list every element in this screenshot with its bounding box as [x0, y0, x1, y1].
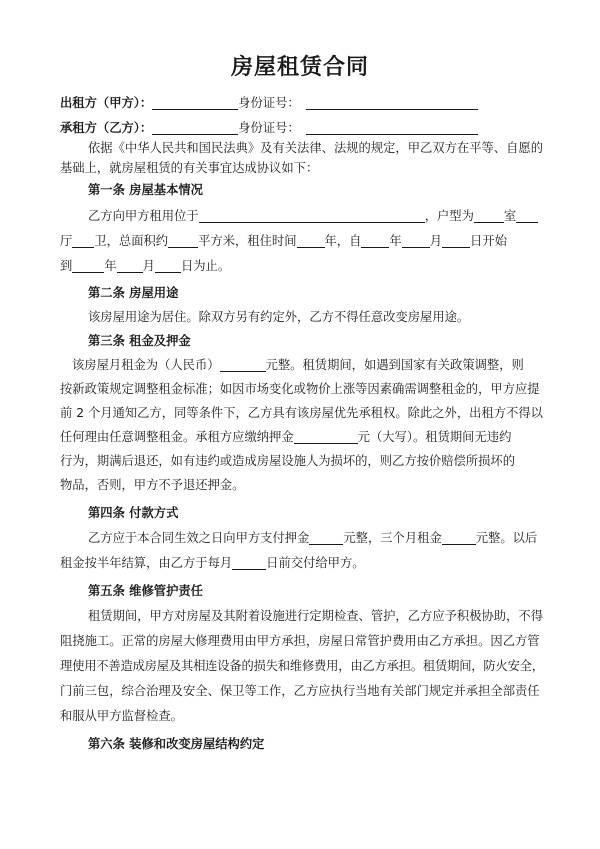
end-month-blank[interactable]: [117, 259, 143, 273]
deposit-blank[interactable]: [294, 430, 358, 444]
article-4-heading: 第四条 付款方式: [88, 506, 179, 520]
article-3-heading: 第三条 租金及押金: [88, 334, 191, 348]
article-4-line: 乙方应于本合同生效之日向甲方支付押金 元整，三个月租金 元整。以后: [88, 531, 538, 545]
preamble-line: 基础上，就房屋租赁的有关事宜达成协议如下：: [60, 161, 319, 175]
lessor-id-label: 身份证号：: [238, 96, 300, 110]
rooms-blank[interactable]: [474, 209, 504, 223]
article-3-line: 前 2 个月通知乙方，同等条件下，乙方具有该房屋优先承租权。除此之外，出租方不得以: [60, 406, 543, 420]
initial-deposit-blank[interactable]: [309, 531, 343, 545]
article-3-line: 行为，期满后退还，如有违约或造成房屋设施人为损坏的，则乙方按价赔偿所损坏的: [60, 454, 515, 468]
monthly-rent-blank[interactable]: [220, 358, 266, 372]
article-2-text: 该房屋用途为居住。除双方另有约定外，乙方不得任意改变房屋用途。: [88, 310, 470, 324]
halls-blank[interactable]: [516, 209, 538, 223]
quarter-rent-blank[interactable]: [442, 531, 476, 545]
article-1-line: 乙方向甲方租用位于 ，户型为 室: [88, 208, 538, 224]
article-5-line: 门前三包，综合治理及安全、保卫等工作，乙方应执行当地有关部门规定并承担全部责任: [60, 684, 540, 698]
article-3-line: 按新政策规定调整租金标准；如因市场变化或物价上涨等因素确需调整租金的，甲方应提: [60, 382, 540, 396]
area-blank[interactable]: [168, 234, 198, 248]
article-4-line: 租金按半年结算，由乙方于每月 日前交付给甲方。: [60, 556, 365, 570]
article-5-heading: 第五条 维修管护责任: [88, 584, 203, 598]
start-year-blank[interactable]: [361, 234, 389, 248]
start-month-blank[interactable]: [402, 234, 430, 248]
lessee-name-blank[interactable]: [152, 121, 238, 135]
article-5-line: 和服从甲方监督检查。: [60, 709, 183, 723]
end-day-blank[interactable]: [155, 259, 181, 273]
lessor-label: 出租方（甲方）：: [60, 96, 153, 110]
article-3-line: 物品，否则，甲方不予退还押金。: [60, 478, 245, 492]
article-3-line: 任何理由任意调整租金。承租方应缴纳押金 元（大写）。租赁期间无违约: [60, 430, 512, 444]
lessee-row: [60, 120, 478, 136]
page-title: 房屋租赁合同: [230, 55, 369, 80]
lessee-label: 承租方（乙方）：: [60, 121, 153, 135]
article-3-line: 该房屋月租金为（人民币） 元整。租赁期间，如遇到国家有关政策调整，则: [72, 358, 524, 372]
pay-day-blank[interactable]: [232, 556, 266, 570]
address-blank[interactable]: [199, 209, 425, 223]
lessee-id-label: 身份证号：: [238, 121, 300, 135]
article-2-heading: 第二条 房屋用途: [88, 286, 179, 300]
article-5-line: 理使用不善造成房屋及其相连设备的损失和维修费用，由乙方承担。租赁期间，防火安全，: [60, 659, 544, 673]
end-year-blank[interactable]: [72, 259, 104, 273]
article-5-line: 阻挠施工。正常的房屋大修理费用由甲方承担，房屋日常管护费用由乙方承担。因乙方管: [60, 634, 540, 648]
article-1-line: 到 年 月 日为止。: [60, 259, 231, 273]
article-6-heading: 第六条 装修和改变房屋结构约定: [88, 737, 265, 751]
lessor-name-blank[interactable]: [152, 96, 238, 110]
baths-blank[interactable]: [72, 234, 94, 248]
article-1-heading: 第一条 房屋基本情况: [88, 183, 203, 197]
lessee-id-blank[interactable]: [306, 121, 478, 135]
preamble-line: 依据《中华人民共和国民法典》及有关法律、法规的规定，甲乙双方在平等、自愿的: [88, 141, 543, 155]
lessor-row: [60, 95, 478, 111]
lessor-id-blank[interactable]: [306, 96, 478, 110]
start-day-blank[interactable]: [442, 234, 470, 248]
article-1-line: 厅 卫，总面积约 平方米，租住时间 年，自 年 月 日开始: [60, 234, 507, 248]
term-years-blank[interactable]: [297, 234, 325, 248]
article-5-line: 租赁期间，甲方对房屋及其附着设施进行定期检查、管护，乙方应予积极协助，不得: [88, 609, 543, 623]
